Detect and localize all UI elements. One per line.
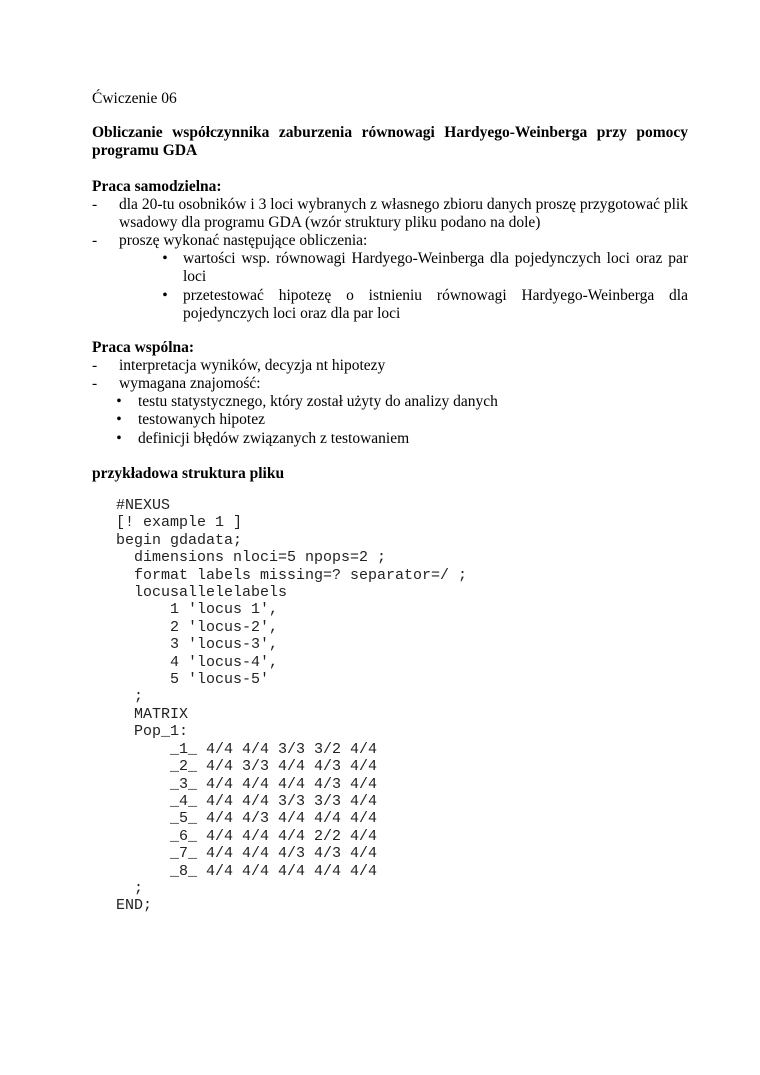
code-line: #NEXUS (116, 497, 171, 514)
bullet-icon: • (116, 393, 122, 410)
code-line: _8_ 4/4 4/4 4/4 4/4 4/4 (116, 862, 378, 880)
code-line: END; (116, 897, 153, 915)
code-line: dimensions nloci=5 npops=2 ; (116, 549, 387, 567)
example-heading: przykładowa struktura pliku (92, 465, 285, 482)
dash-marker: - (92, 357, 98, 374)
code-line: _1_ 4/4 4/4 3/3 3/2 4/4 (116, 740, 378, 758)
code-block (116, 497, 467, 915)
section1-heading: Praca samodzielna: (92, 178, 222, 195)
code-line: _5_ 4/4 4/3 4/4 4/4 4/4 (116, 810, 378, 828)
section1-sub2-line1: przetestować hipotezę o istnieniu równowagi Hardyego-Weinberga dla (183, 287, 688, 304)
section2-item1: interpretacja wyników, decyzja nt hipotezy (119, 357, 386, 374)
section2-bullet: testu statystycznego, który został użyty do analizy danych (138, 393, 498, 410)
code-line: _3_ 4/4 4/4 4/4 4/3 4/4 (116, 775, 378, 793)
dash-marker: - (92, 232, 98, 249)
section2-heading: Praca wspólna: (92, 339, 195, 356)
code-line: 1 'locus 1', (116, 601, 279, 619)
code-line: _4_ 4/4 4/4 3/3 3/3 4/4 (116, 792, 378, 810)
section1-item1-line2: wsadowy dla programu GDA (wzór struktury pliku podano na dole) (119, 214, 541, 231)
bullet-icon: • (162, 287, 168, 304)
code-line: 3 'locus-3', (116, 636, 279, 654)
section1-item2: proszę wykonać następujące obliczenia: (119, 232, 368, 249)
dash-marker: - (92, 196, 98, 213)
main-heading-line2: programu GDA (92, 142, 198, 159)
code-line: MATRIX (116, 705, 189, 723)
section1-sub2-line2: pojedynczych loci oraz dla par loci (183, 305, 401, 322)
code-line: 2 'locus-2', (116, 618, 279, 636)
exercise-title: Ćwiczenie 06 (92, 90, 177, 107)
section1-sub1-line1: wartości wsp. równowagi Hardyego-Weinberga dla pojedynczych loci oraz par (183, 250, 688, 267)
code-line: _2_ 4/4 3/3 4/4 4/3 4/4 (116, 758, 378, 776)
code-line: Pop_1: (116, 723, 189, 741)
code-line: _6_ 4/4 4/4 4/4 2/2 4/4 (116, 827, 378, 845)
code-line: ; (116, 688, 144, 706)
bullet-icon: • (162, 250, 168, 267)
code-line: 4 'locus-4', (116, 653, 279, 671)
bullet-icon: • (116, 430, 122, 447)
dash-marker: - (92, 375, 98, 392)
section2-bullet: testowanych hipotez (138, 411, 265, 428)
section2-bullet: definicji błędów związanych z testowaniem (138, 430, 410, 447)
code-line: locusallelelabels (116, 584, 288, 602)
code-line: ; (116, 879, 144, 897)
code-line: [! example 1 ] (116, 514, 243, 532)
section1-sub1-line2: loci (183, 268, 207, 285)
code-line: format labels missing=? separator=/ ; (116, 566, 468, 584)
code-line: _7_ 4/4 4/4 4/3 4/3 4/4 (116, 845, 378, 863)
main-heading-line1: Obliczanie współczynnika zaburzenia równowagi Hardyego-Weinberga przy pomocy (92, 124, 688, 141)
section2-item2: wymagana znajomość: (119, 375, 261, 392)
code-line: begin gdadata; (116, 531, 243, 549)
code-line: 5 'locus-5' (116, 671, 270, 689)
bullet-icon: • (116, 411, 122, 428)
section1-item1-line1: dla 20-tu osobników i 3 loci wybranych z własnego zbioru danych proszę przygotować plik (119, 196, 688, 213)
